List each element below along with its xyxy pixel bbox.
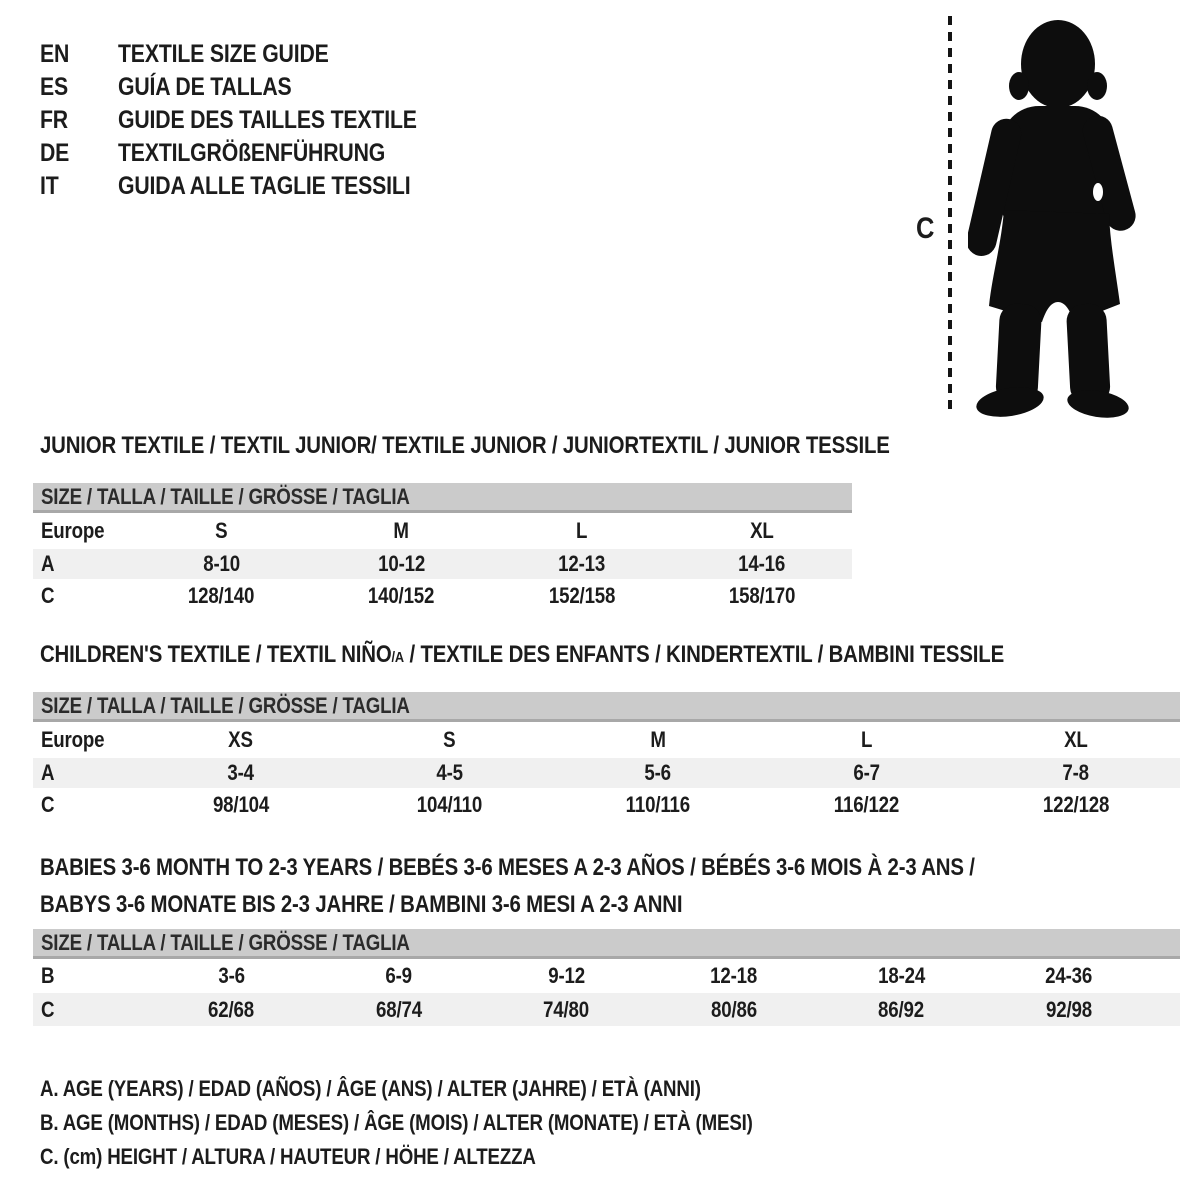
language-label — [118, 106, 470, 135]
table-cell: 3-4 — [227, 760, 254, 785]
table-row-a — [33, 758, 1180, 788]
table-cell: 24-36 — [1045, 963, 1093, 988]
table-cell: S — [443, 727, 456, 752]
table-cell: 12-13 — [558, 551, 606, 576]
table-cell: S — [215, 518, 228, 543]
measure-label-c-text: C — [916, 212, 935, 245]
children-section-title-text: CHILDREN'S TEXTILE / TEXTIL NIÑO/A / TEXTILE DES ENFANTS / KINDERTEXTIL / BAMBINI TESSILE — [40, 641, 1005, 668]
size-header-text: SIZE / TALLA / TAILLE / GRÖSSE / TAGLIA — [41, 483, 410, 509]
table-cell: 74/80 — [543, 996, 590, 1022]
table-cell: 5-6 — [644, 760, 672, 785]
size-header-bar — [33, 929, 1180, 959]
table-cell: 4-5 — [436, 760, 463, 785]
table-cell: 152/158 — [548, 582, 615, 608]
junior-size-table — [33, 483, 852, 612]
table-cell: 92/98 — [1045, 996, 1092, 1022]
title-subscript: /A — [391, 649, 404, 666]
language-label — [118, 73, 322, 102]
measure-legend — [40, 1072, 878, 1174]
table-row-c — [33, 993, 1180, 1026]
language-label — [118, 172, 462, 201]
language-label-text: GUIDA ALLE TAGLIE TESSILI — [118, 172, 411, 200]
language-code — [40, 139, 118, 168]
height-measure-dashed-line — [948, 16, 952, 416]
table-cell: 8-10 — [202, 551, 240, 576]
toddler-silhouette-icon — [968, 14, 1136, 420]
language-label-text: TEXTILGRÖßENFÜHRUNG — [118, 139, 386, 167]
language-code-text: DE — [40, 139, 70, 167]
language-code — [40, 106, 118, 135]
row-label: C — [41, 582, 55, 608]
table-cell: M — [393, 518, 410, 543]
table-cell: 6-7 — [853, 760, 881, 785]
table-cell: 110/116 — [625, 791, 691, 817]
table-cell: 158/170 — [728, 582, 796, 608]
table-cell: 62/68 — [208, 996, 255, 1022]
table-cell: 140/152 — [368, 582, 435, 608]
table-cell: L — [576, 518, 588, 543]
table-cell: 9-12 — [547, 963, 585, 988]
table-cell: XS — [228, 727, 253, 752]
table-cell: 98/104 — [212, 791, 269, 817]
size-header-bar — [33, 692, 1180, 722]
language-row-es — [40, 71, 470, 104]
junior-section-title — [40, 433, 1040, 459]
table-row-europe — [33, 722, 1180, 758]
row-label: C — [41, 791, 55, 817]
language-code — [40, 172, 118, 201]
row-label: Europe — [41, 727, 105, 752]
table-cell: XL — [750, 518, 774, 543]
measure-label-c — [916, 212, 937, 246]
table-row-b — [33, 959, 1180, 993]
language-code-text: IT — [40, 172, 59, 200]
table-cell: 12-18 — [710, 963, 758, 988]
language-code-text: ES — [40, 73, 69, 101]
row-label: A — [41, 760, 55, 785]
children-size-table — [33, 692, 1180, 821]
table-cell: 10-12 — [378, 551, 426, 576]
language-label-text: TEXTILE SIZE GUIDE — [118, 40, 329, 68]
language-code-text: FR — [40, 106, 68, 134]
table-cell: 86/92 — [878, 996, 925, 1022]
language-row-de — [40, 137, 470, 170]
junior-section-title-text: JUNIOR TEXTILE / TEXTIL JUNIOR/ TEXTILE JUNIOR / JUNIORTEXTIL / JUNIOR TESSILE — [40, 432, 890, 459]
size-header-bar — [33, 483, 852, 513]
table-row-c — [33, 788, 1180, 821]
table-row-a — [33, 549, 852, 579]
babies-title-line1: BABIES 3-6 MONTH TO 2-3 YEARS / BEBÉS 3-6 MESES A 2-3 AÑOS / BÉBÉS 3-6 MOIS À 2-3 ANS / — [40, 854, 975, 881]
babies-title-line2: BABYS 3-6 MONATE BIS 2-3 JAHRE / BAMBINI 3-6 MESI A 2-3 ANNI — [40, 891, 683, 918]
language-row-it — [40, 170, 470, 203]
babies-size-table — [33, 929, 1180, 1026]
language-label-text: GUÍA DE TALLAS — [118, 73, 292, 101]
table-cell: L — [861, 727, 873, 752]
language-code-text: EN — [40, 40, 70, 68]
table-cell: 3-6 — [218, 963, 245, 988]
size-header-text: SIZE / TALLA / TAILLE / GRÖSSE / TAGLIA — [41, 929, 410, 955]
language-label — [118, 139, 432, 168]
language-label-text: GUIDE DES TAILLES TEXTILE — [118, 106, 417, 134]
legend-line-c: C. (cm) HEIGHT / ALTURA / HAUTEUR / HÖHE / ALTEZZA — [40, 1144, 536, 1169]
babies-section-title — [40, 849, 1140, 923]
language-header — [40, 38, 470, 203]
language-row-en — [40, 38, 470, 71]
row-label: C — [41, 996, 55, 1022]
language-row-fr — [40, 104, 470, 137]
table-cell: 68/74 — [375, 996, 422, 1022]
row-label: A — [41, 551, 55, 576]
table-row-c — [33, 579, 852, 612]
table-row-europe — [33, 513, 852, 549]
table-cell: 104/110 — [416, 791, 483, 817]
children-section-title — [40, 642, 1174, 671]
language-label — [118, 40, 366, 69]
language-code — [40, 73, 118, 102]
table-cell: 7-8 — [1062, 760, 1089, 785]
size-header-text: SIZE / TALLA / TAILLE / GRÖSSE / TAGLIA — [41, 692, 410, 718]
table-cell: 80/86 — [710, 996, 757, 1022]
table-cell: 6-9 — [385, 963, 413, 988]
table-cell: 18-24 — [877, 963, 925, 988]
legend-line-b: B. AGE (MONTHS) / EDAD (MESES) / ÂGE (MOIS) / ALTER (MONATE) / ETÀ (MESI) — [40, 1110, 753, 1135]
table-cell: 128/140 — [188, 582, 255, 608]
row-label: B — [41, 963, 55, 988]
legend-line-a: A. AGE (YEARS) / EDAD (AÑOS) / ÂGE (ANS) / ALTER (JAHRE) / ETÀ (ANNI) — [40, 1076, 701, 1101]
table-cell: 116/122 — [834, 791, 900, 817]
language-code — [40, 40, 118, 69]
table-cell: 122/128 — [1042, 791, 1109, 817]
table-cell: XL — [1063, 727, 1088, 752]
row-label: Europe — [41, 518, 105, 543]
table-cell: 14-16 — [738, 551, 786, 576]
table-cell: M — [650, 727, 666, 752]
